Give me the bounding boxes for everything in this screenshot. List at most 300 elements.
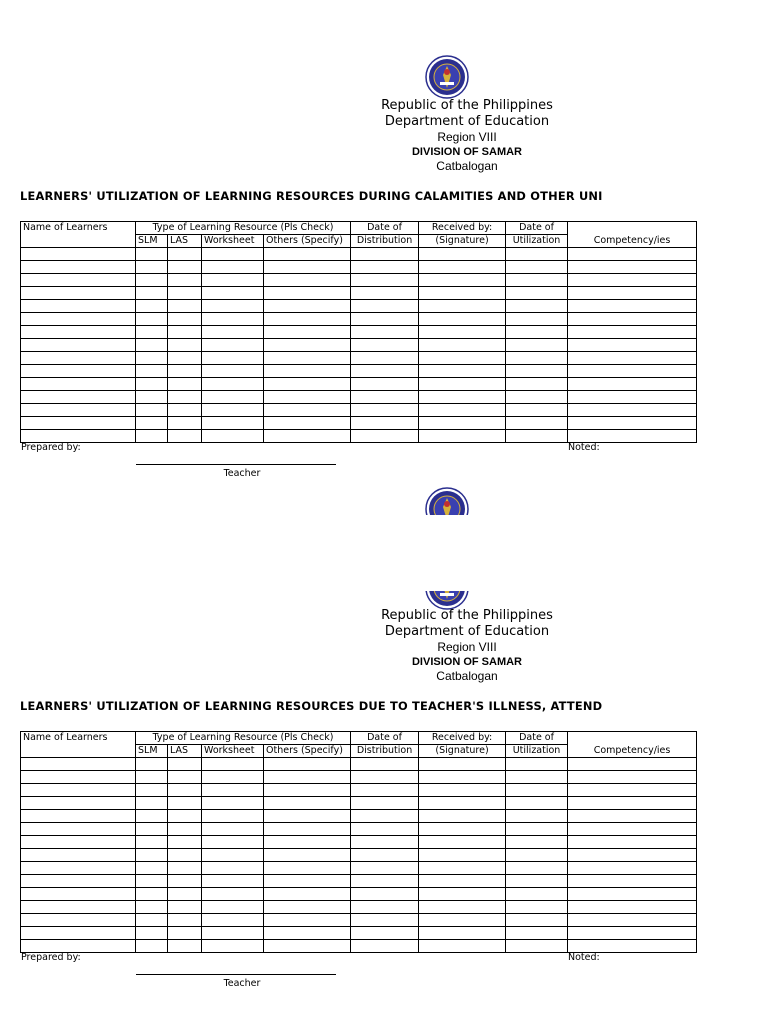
table-cell[interactable] [351, 313, 419, 326]
table-cell[interactable] [264, 914, 351, 927]
col-received-bottom: (Signature) [419, 235, 506, 248]
table-cell[interactable] [264, 300, 351, 313]
table-cell[interactable] [21, 391, 136, 404]
header-division: DIVISION OF SAMAR [411, 656, 522, 668]
table-cell[interactable] [21, 940, 136, 953]
table-cell[interactable] [506, 862, 568, 875]
table-cell[interactable] [264, 248, 351, 261]
table-cell[interactable] [264, 326, 351, 339]
table-cell[interactable] [264, 758, 351, 771]
table-cell[interactable] [136, 875, 168, 888]
teacher-label: Teacher [223, 978, 261, 989]
table-cell[interactable] [419, 313, 506, 326]
table-cell[interactable] [506, 404, 568, 417]
table-cell[interactable] [136, 339, 168, 352]
table-cell[interactable] [168, 430, 202, 443]
table-cell[interactable] [202, 313, 264, 326]
table-cell[interactable] [568, 287, 697, 300]
table-cell[interactable] [568, 417, 697, 430]
table-cell[interactable] [506, 248, 568, 261]
table-cell[interactable] [351, 300, 419, 313]
table-cell[interactable] [136, 365, 168, 378]
table-cell[interactable] [168, 391, 202, 404]
table-row [21, 810, 697, 823]
table-cell[interactable] [568, 771, 697, 784]
table-cell[interactable] [136, 404, 168, 417]
table-cell[interactable] [419, 810, 506, 823]
col-name-header: Name of Learners [21, 732, 136, 758]
table-cell[interactable] [202, 901, 264, 914]
table-cell[interactable] [351, 248, 419, 261]
table-cell[interactable] [168, 339, 202, 352]
table-cell[interactable] [21, 849, 136, 862]
table-cell[interactable] [264, 404, 351, 417]
table-cell[interactable] [568, 352, 697, 365]
table-cell[interactable] [168, 927, 202, 940]
table-cell[interactable] [21, 927, 136, 940]
table-cell[interactable] [202, 248, 264, 261]
table-cell[interactable] [419, 758, 506, 771]
table-cell[interactable] [264, 849, 351, 862]
table-row [21, 849, 697, 862]
table-cell[interactable] [351, 901, 419, 914]
table-cell[interactable] [506, 940, 568, 953]
table-cell[interactable] [419, 404, 506, 417]
table-cell[interactable] [168, 810, 202, 823]
table-cell[interactable] [568, 313, 697, 326]
col-received-bottom: (Signature) [419, 745, 506, 758]
table-cell[interactable] [419, 248, 506, 261]
table-cell[interactable] [351, 771, 419, 784]
table-cell[interactable] [419, 823, 506, 836]
table-cell[interactable] [21, 417, 136, 430]
table-cell[interactable] [21, 326, 136, 339]
table-cell[interactable] [351, 326, 419, 339]
table-cell[interactable] [202, 940, 264, 953]
table-cell[interactable] [351, 261, 419, 274]
table-cell[interactable] [136, 862, 168, 875]
table-row [21, 248, 697, 261]
table-cell[interactable] [202, 771, 264, 784]
table-cell[interactable] [264, 771, 351, 784]
table-cell[interactable] [168, 274, 202, 287]
table-cell[interactable] [136, 248, 168, 261]
table-cell[interactable] [264, 378, 351, 391]
table-cell[interactable] [351, 430, 419, 443]
table-cell[interactable] [21, 404, 136, 417]
table-cell[interactable] [136, 836, 168, 849]
col-date-top: Date of [351, 222, 419, 235]
table-cell[interactable] [21, 365, 136, 378]
table-cell[interactable] [168, 849, 202, 862]
table-cell[interactable] [506, 261, 568, 274]
table-cell[interactable] [419, 391, 506, 404]
table-cell[interactable] [136, 797, 168, 810]
table-cell[interactable] [506, 339, 568, 352]
table-cell[interactable] [202, 300, 264, 313]
table-cell[interactable] [351, 391, 419, 404]
table-cell[interactable] [264, 287, 351, 300]
table-cell[interactable] [351, 836, 419, 849]
table-cell[interactable] [419, 849, 506, 862]
table-cell[interactable] [168, 417, 202, 430]
table-cell[interactable] [568, 914, 697, 927]
table-row [21, 901, 697, 914]
table-cell[interactable] [136, 391, 168, 404]
table-cell[interactable] [202, 365, 264, 378]
table-cell[interactable] [202, 417, 264, 430]
table-cell[interactable] [506, 430, 568, 443]
table-cell[interactable] [506, 274, 568, 287]
table-cell[interactable] [136, 758, 168, 771]
table-cell[interactable] [568, 797, 697, 810]
table-cell[interactable] [568, 875, 697, 888]
table-cell[interactable] [351, 352, 419, 365]
table-cell[interactable] [202, 339, 264, 352]
table-cell[interactable] [568, 823, 697, 836]
table-cell[interactable] [351, 862, 419, 875]
table-cell[interactable] [168, 836, 202, 849]
table-cell[interactable] [168, 901, 202, 914]
table-cell[interactable] [568, 261, 697, 274]
table-cell[interactable] [202, 404, 264, 417]
table-cell[interactable] [264, 391, 351, 404]
table-cell[interactable] [419, 365, 506, 378]
header-republic: Republic of the Philippines [381, 608, 553, 623]
table-cell[interactable] [506, 391, 568, 404]
table-cell[interactable] [136, 352, 168, 365]
table-cell[interactable] [202, 927, 264, 940]
table-cell[interactable] [136, 771, 168, 784]
header-republic: Republic of the Philippines [381, 98, 553, 113]
table-cell[interactable] [202, 784, 264, 797]
table-cell[interactable] [168, 797, 202, 810]
table-cell[interactable] [202, 378, 264, 391]
table-cell[interactable] [202, 274, 264, 287]
table-cell[interactable] [264, 352, 351, 365]
table-cell[interactable] [21, 862, 136, 875]
deped-seal-icon [425, 55, 469, 99]
table-cell[interactable] [506, 365, 568, 378]
table-cell[interactable] [351, 940, 419, 953]
table-cell[interactable] [419, 862, 506, 875]
table-row [21, 365, 697, 378]
table-cell[interactable] [419, 287, 506, 300]
table-cell[interactable] [419, 914, 506, 927]
table-cell[interactable] [506, 797, 568, 810]
table-cell[interactable] [21, 339, 136, 352]
table-row [21, 771, 697, 784]
table-cell[interactable] [506, 378, 568, 391]
table-cell[interactable] [419, 300, 506, 313]
table-cell[interactable] [264, 875, 351, 888]
table-cell[interactable] [168, 940, 202, 953]
table-cell[interactable] [506, 914, 568, 927]
table-cell[interactable] [202, 914, 264, 927]
table-cell[interactable] [506, 326, 568, 339]
table-cell[interactable] [168, 914, 202, 927]
header-department: Department of Education [384, 114, 550, 129]
table-cell[interactable] [264, 339, 351, 352]
table-cell[interactable] [202, 261, 264, 274]
table-cell[interactable] [168, 823, 202, 836]
col-competency-header: Competency/ies [568, 222, 697, 248]
table-cell[interactable] [168, 326, 202, 339]
table-cell[interactable] [202, 875, 264, 888]
table-cell[interactable] [21, 758, 136, 771]
table-cell[interactable] [351, 365, 419, 378]
table-cell[interactable] [136, 313, 168, 326]
table-cell[interactable] [202, 391, 264, 404]
table-cell[interactable] [568, 248, 697, 261]
table-cell[interactable] [351, 823, 419, 836]
table-cell[interactable] [506, 352, 568, 365]
table-cell[interactable] [419, 430, 506, 443]
table-cell[interactable] [136, 823, 168, 836]
table-cell[interactable] [168, 287, 202, 300]
table-cell[interactable] [351, 339, 419, 352]
table-cell[interactable] [506, 836, 568, 849]
table-cell[interactable] [136, 914, 168, 927]
table-cell[interactable] [136, 901, 168, 914]
table-cell[interactable] [419, 784, 506, 797]
table-cell[interactable] [506, 875, 568, 888]
col-las-header: LAS [168, 235, 202, 248]
table-cell[interactable] [264, 810, 351, 823]
table-cell[interactable] [136, 888, 168, 901]
table-cell[interactable] [136, 287, 168, 300]
table-cell[interactable] [419, 771, 506, 784]
table-cell[interactable] [264, 417, 351, 430]
table-cell[interactable] [506, 901, 568, 914]
table-cell[interactable] [202, 287, 264, 300]
table-cell[interactable] [351, 274, 419, 287]
table-cell[interactable] [202, 758, 264, 771]
table-cell[interactable] [21, 261, 136, 274]
table-cell[interactable] [351, 849, 419, 862]
table-cell[interactable] [351, 914, 419, 927]
table-cell[interactable] [136, 784, 168, 797]
table-cell[interactable] [568, 940, 697, 953]
table-cell[interactable] [506, 810, 568, 823]
table-cell[interactable] [136, 261, 168, 274]
table-cell[interactable] [568, 927, 697, 940]
table-cell[interactable] [351, 875, 419, 888]
table-cell[interactable] [506, 927, 568, 940]
col-date-bottom: Distribution [351, 235, 419, 248]
table-cell[interactable] [168, 365, 202, 378]
table-cell[interactable] [568, 404, 697, 417]
table-cell[interactable] [264, 313, 351, 326]
table-cell[interactable] [202, 849, 264, 862]
table-cell[interactable] [202, 326, 264, 339]
table-cell[interactable] [264, 261, 351, 274]
table-cell[interactable] [568, 326, 697, 339]
table-cell[interactable] [506, 771, 568, 784]
table-cell[interactable] [419, 352, 506, 365]
table-cell[interactable] [568, 758, 697, 771]
table-cell[interactable] [264, 797, 351, 810]
table-cell[interactable] [21, 836, 136, 849]
table-cell[interactable] [351, 417, 419, 430]
learners-table [20, 221, 697, 443]
table-cell[interactable] [264, 430, 351, 443]
table-cell[interactable] [351, 784, 419, 797]
table-cell[interactable] [568, 339, 697, 352]
table-cell[interactable] [136, 378, 168, 391]
table-cell[interactable] [202, 430, 264, 443]
table-cell[interactable] [21, 901, 136, 914]
table-cell[interactable] [136, 326, 168, 339]
table-cell[interactable] [264, 940, 351, 953]
col-others-header: Others (Specify) [264, 745, 351, 758]
table-cell[interactable] [168, 300, 202, 313]
table-cell[interactable] [506, 849, 568, 862]
table-cell[interactable] [202, 836, 264, 849]
table-cell[interactable] [419, 940, 506, 953]
table-cell[interactable] [419, 875, 506, 888]
table-cell[interactable] [168, 784, 202, 797]
table-cell[interactable] [568, 862, 697, 875]
table-row [21, 875, 697, 888]
table-cell[interactable] [21, 771, 136, 784]
table-cell[interactable] [168, 862, 202, 875]
table-cell[interactable] [264, 927, 351, 940]
table-cell[interactable] [168, 352, 202, 365]
header-city: Catbalogan [436, 159, 498, 173]
table-cell[interactable] [264, 862, 351, 875]
table-cell[interactable] [506, 784, 568, 797]
table-cell[interactable] [568, 810, 697, 823]
table-cell[interactable] [136, 927, 168, 940]
table-cell[interactable] [568, 391, 697, 404]
table-cell[interactable] [136, 274, 168, 287]
table-cell[interactable] [506, 758, 568, 771]
table-cell[interactable] [202, 352, 264, 365]
col-received-top: Received by: [419, 222, 506, 235]
table-cell[interactable] [136, 810, 168, 823]
table-cell[interactable] [351, 810, 419, 823]
header-region: Region VIII [437, 130, 497, 144]
table-cell[interactable] [136, 940, 168, 953]
table-cell[interactable] [264, 823, 351, 836]
table-cell[interactable] [419, 797, 506, 810]
table-cell[interactable] [568, 300, 697, 313]
table-cell[interactable] [351, 927, 419, 940]
table-cell[interactable] [168, 888, 202, 901]
table-cell[interactable] [21, 378, 136, 391]
table-cell[interactable] [168, 248, 202, 261]
table-cell[interactable] [264, 836, 351, 849]
col-date-bottom: Distribution [351, 745, 419, 758]
table-cell[interactable] [21, 248, 136, 261]
table-cell[interactable] [506, 313, 568, 326]
table-cell[interactable] [419, 274, 506, 287]
table-cell[interactable] [351, 287, 419, 300]
table-cell[interactable] [568, 888, 697, 901]
table-cell[interactable] [419, 261, 506, 274]
table-cell[interactable] [264, 901, 351, 914]
table-cell[interactable] [568, 849, 697, 862]
table-cell[interactable] [202, 810, 264, 823]
table-cell[interactable] [506, 823, 568, 836]
table-cell[interactable] [351, 797, 419, 810]
table-cell[interactable] [168, 404, 202, 417]
table-cell[interactable] [202, 862, 264, 875]
table-cell[interactable] [568, 836, 697, 849]
table-cell[interactable] [202, 888, 264, 901]
table-cell[interactable] [568, 784, 697, 797]
table-cell[interactable] [351, 404, 419, 417]
table-cell[interactable] [168, 875, 202, 888]
table-cell[interactable] [136, 300, 168, 313]
table-cell[interactable] [568, 901, 697, 914]
table-cell[interactable] [21, 352, 136, 365]
form-title: LEARNERS' UTILIZATION OF LEARNING RESOURCES DURING CALAMITIES AND OTHER UNI [20, 189, 603, 203]
table-cell[interactable] [168, 313, 202, 326]
table-cell[interactable] [264, 274, 351, 287]
table-cell[interactable] [568, 274, 697, 287]
table-cell[interactable] [506, 888, 568, 901]
table-cell[interactable] [21, 888, 136, 901]
table-cell[interactable] [202, 797, 264, 810]
table-cell[interactable] [264, 365, 351, 378]
table-cell[interactable] [136, 430, 168, 443]
table-cell[interactable] [21, 784, 136, 797]
table-cell[interactable] [136, 849, 168, 862]
letterhead [367, 98, 567, 174]
table-cell[interactable] [21, 875, 136, 888]
table-cell[interactable] [419, 339, 506, 352]
table-cell[interactable] [168, 771, 202, 784]
table-cell[interactable] [568, 365, 697, 378]
table-cell[interactable] [419, 378, 506, 391]
table-row [21, 797, 697, 810]
table-cell[interactable] [21, 274, 136, 287]
table-cell[interactable] [168, 261, 202, 274]
table-cell[interactable] [568, 430, 697, 443]
table-cell[interactable] [202, 823, 264, 836]
table-cell[interactable] [264, 784, 351, 797]
table-cell[interactable] [21, 797, 136, 810]
table-cell[interactable] [506, 300, 568, 313]
table-cell[interactable] [419, 901, 506, 914]
table-cell[interactable] [419, 927, 506, 940]
table-cell[interactable] [568, 378, 697, 391]
table-cell[interactable] [21, 430, 136, 443]
table-cell[interactable] [21, 823, 136, 836]
table-cell[interactable] [506, 417, 568, 430]
table-cell[interactable] [136, 417, 168, 430]
table-cell[interactable] [419, 417, 506, 430]
table-cell[interactable] [168, 378, 202, 391]
table-cell[interactable] [21, 914, 136, 927]
table-cell[interactable] [21, 287, 136, 300]
table-cell[interactable] [506, 287, 568, 300]
table-cell[interactable] [419, 888, 506, 901]
table-row [21, 888, 697, 901]
table-cell[interactable] [21, 810, 136, 823]
table-cell[interactable] [21, 300, 136, 313]
table-cell[interactable] [264, 888, 351, 901]
table-cell[interactable] [351, 888, 419, 901]
table-cell[interactable] [21, 313, 136, 326]
table-cell[interactable] [419, 326, 506, 339]
table-cell[interactable] [351, 378, 419, 391]
table-cell[interactable] [168, 758, 202, 771]
table-cell[interactable] [419, 836, 506, 849]
table-cell[interactable] [351, 758, 419, 771]
